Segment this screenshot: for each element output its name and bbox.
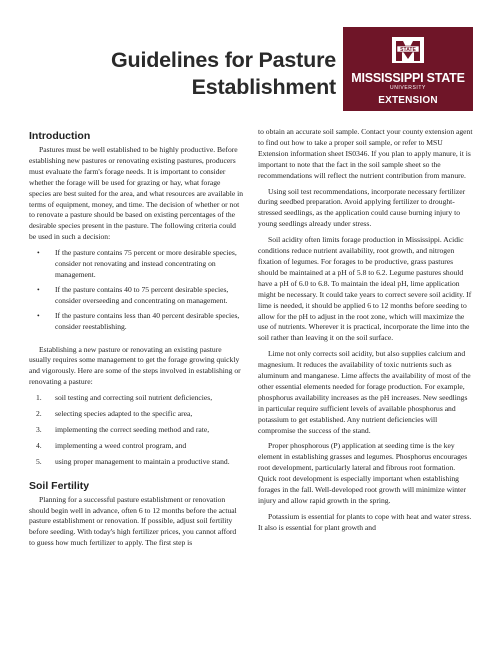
soil-fertility-heading: Soil Fertility xyxy=(29,479,90,492)
page-title xyxy=(40,47,336,101)
intro-paragraph-2: Establishing a new pasture or renovating an existing pasture usually requires some management to get the forage growing quickly and vigorously. Here are some of the steps involved in establishing or renovating a pasture: xyxy=(29,344,241,387)
intro-paragraph-1: Pastures must be well established to be highly productive. Before establishing new pastures or renovating existing pastures, producers must evaluate the farm's forage needs. It is important to consider whether the forage will be used for grazing or hay, what forage species are best suited for the area, and what resources are available in terms of equipment, money, and time. The decision of whether or not to renovate a pasture should be based on existing percentages of the desirable species present in the pasture. The following criteria could be used in such a decision: xyxy=(29,145,244,242)
establishment-steps-list xyxy=(29,393,244,468)
right-column xyxy=(258,127,474,539)
logo-university-label: UNIVERSITY xyxy=(389,85,426,91)
logo-extension-label: EXTENSION xyxy=(378,95,438,106)
list-item: • If the pasture contains less than 40 percent desirable species, consider reestablishing. xyxy=(37,310,240,331)
seal-text: STATE xyxy=(400,47,416,53)
msu-extension-logo xyxy=(343,27,473,111)
left-column xyxy=(29,127,244,554)
soil-paragraph-4: Lime not only corrects soil acidity, but also supplies calcium and magnesium. It reduces the availability of toxic nutrients such as aluminum and manganese. Lime affects the availability of most of the other essential elements needed for forage production. For example, phosphorus availability increases as the pH increases. New seedlings in particular require sufficient levels of available phosphorus and potassium to get established. Any nutrient deficiencies will compromise the success of the stand. xyxy=(258,349,471,435)
logo-university-name: MISSISSIPPI STATE xyxy=(351,71,465,85)
page-title-line-2: Establishment xyxy=(191,75,336,99)
bullet: • xyxy=(37,310,40,320)
list-item: 1. soil testing and correcting soil nutrient deficiencies, xyxy=(36,393,213,403)
page-title-line-1: Guidelines for Pasture xyxy=(111,48,336,72)
bullet: • xyxy=(37,284,40,294)
list-item: • If the pasture contains 75 percent or more desirable species, consider not renovating and instead concentrating on management. xyxy=(37,248,237,279)
list-item: 2. selecting species adapted to the specific area, xyxy=(36,409,193,419)
renovation-criteria-list xyxy=(29,248,244,332)
bullet: • xyxy=(37,248,40,258)
list-item: 4. implementing a weed control program, and xyxy=(36,440,187,450)
soil-paragraph-1-continued: to obtain an accurate soil sample. Contact your county extension agent to find out how to take a proper soil sample, or refer to MSU Extension information sheet IS0346. If you plan to apply manure, it is important to note that the fact in the soil sample sheet so the recommendations will reflect the nutrient contribution from manure. xyxy=(258,127,473,180)
list-item: • If the pasture contains 40 to 75 percent desirable species, consider overseeding and concentrating on management. xyxy=(37,284,229,305)
msu-m-seal-icon xyxy=(388,31,428,71)
soil-paragraph-3: Soil acidity often limits forage production in Mississippi. Acidic conditions reduce nutrient availability, root growth, and nitrogen fixation of legumes. For forages to be productive, grass pastures should be maintained at a pH of 5.8 to 6.2. Legume pastures should have a pH of 6.0 to 6.8. To maintain the ideal pH, lime application might be necessary. It could take years to correct severe soil acidity. If lime is needed, it should be applied 6 to 12 months before seeding to allow for the pH to adjust in the root zone, which will maximize the use of nutrients. Wherever it is practical, incorporate the lime into the soil rather than leaving it on the soil surface. xyxy=(258,235,472,343)
soil-paragraph-2: Using soil test recommendations, incorporate necessary fertilizer during seedbed preparation. Avoid applying fertilizer to drought-stressed seedlings, as the application could cause burning injury to young seedlings already under stress. xyxy=(258,186,466,229)
soil-paragraph-6: Potassium is essential for plants to cope with heat and water stress. It also is essential for plant growth and xyxy=(258,511,472,532)
soil-paragraph-1: Planning for a successful pasture establishment or renovation should begin well in advance, often 6 to 12 months before the actual pasture establishment or renovation. If possible, adjust soil fertility before seeding. With today's high fertilizer prices, you cannot afford to guess how much fertilizer to apply. The first step is xyxy=(29,494,237,548)
soil-paragraph-5: Proper phosphorous (P) application at seeding time is the key element in establishing grasses and legumes. Phosphorus encourages root development, particularly lateral and fibrous root formation. Quick root development is especially important when establishing forages in the fall. Well-developed root growth will minimize winter injury and allow rapid growth in the spring. xyxy=(258,441,468,505)
introduction-heading: Introduction xyxy=(29,130,91,142)
list-item: 5. using proper management to maintain a productive stand. xyxy=(36,456,230,466)
list-item: 3. implementing the correct seeding method and rate, xyxy=(36,424,210,434)
